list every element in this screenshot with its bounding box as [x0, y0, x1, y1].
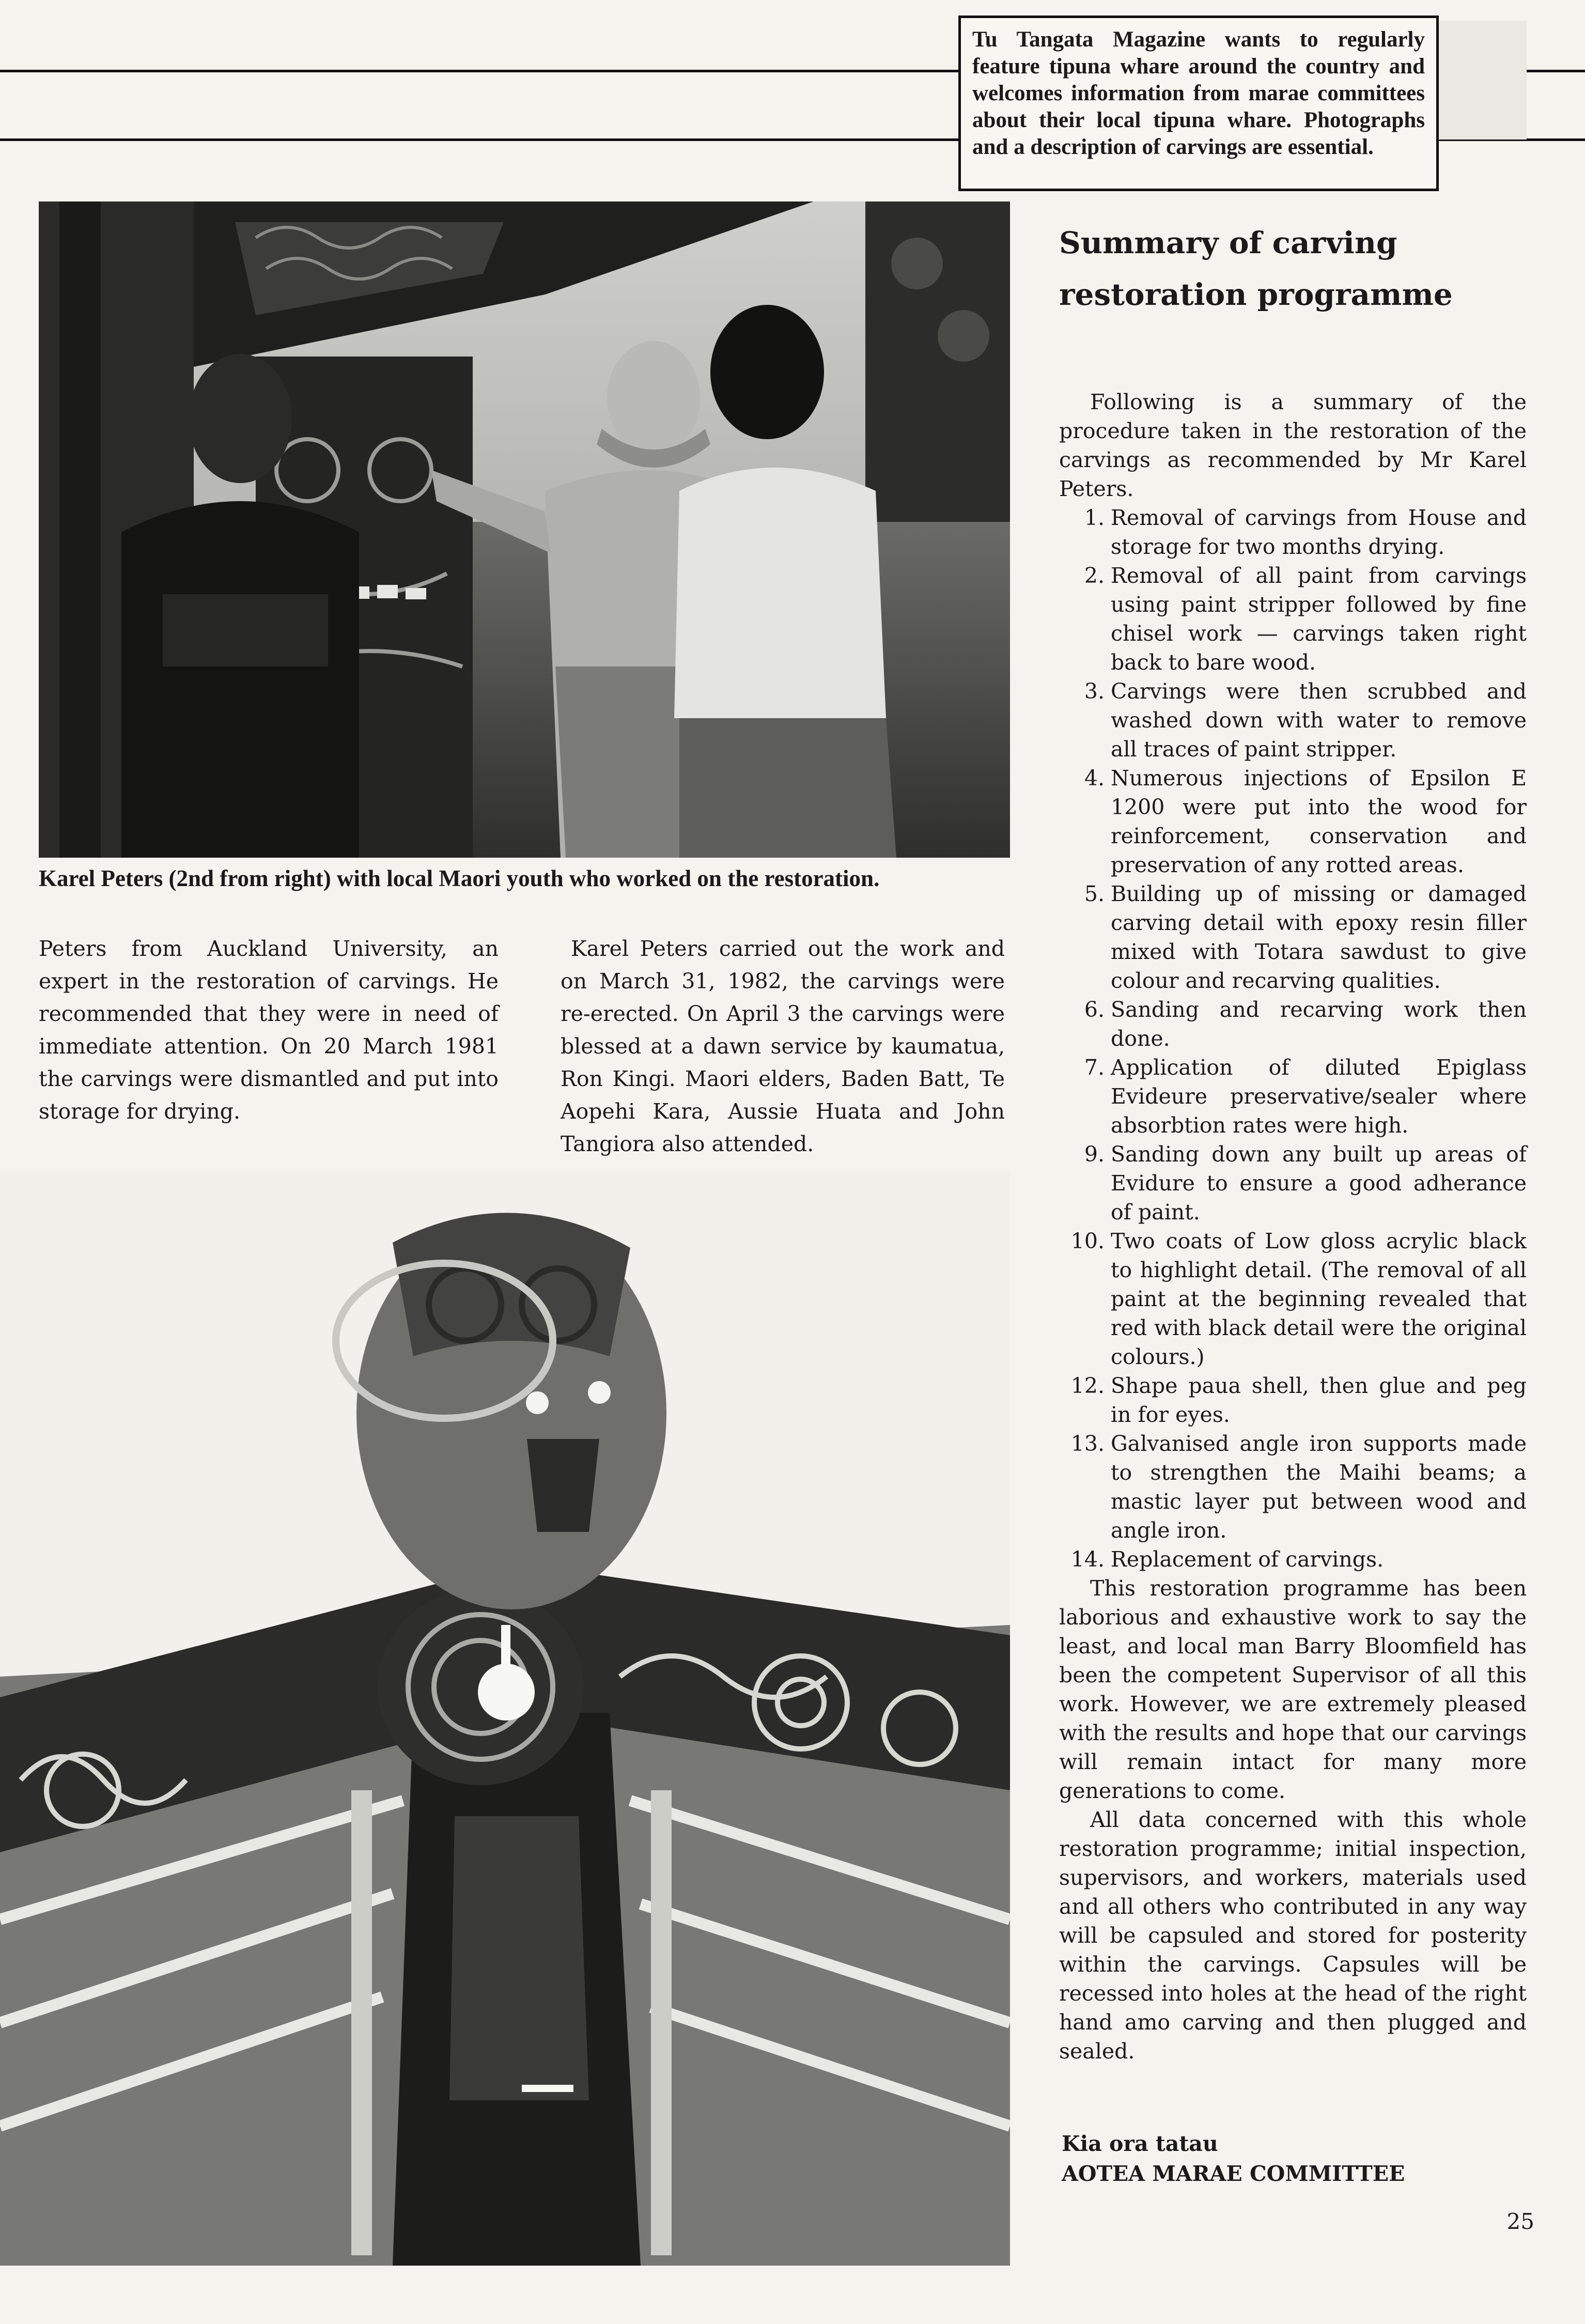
step-text: Replacement of carvings.: [1111, 1547, 1384, 1572]
step-text: Galvanised angle iron supports made to strengthen the Maihi beams; a mastic layer put between wood and angle iron.: [1111, 1431, 1527, 1543]
step-text: Removal of carvings from House and storage for two months drying.: [1111, 505, 1527, 559]
step-number: 2.: [1084, 563, 1105, 588]
summary-intro: Following is a summary of the procedure taken in the restoration of the carvings as recommended by Mr Karel Peters.: [1059, 390, 1527, 501]
step-item: [1059, 1371, 1527, 1429]
summary-heading: Summary of carving restoration programme: [1059, 225, 1453, 312]
notice-text: Tu Tangata Magazine wants to regularly feature tipuna whare around the country and welcomes information from marae committees about their local tipuna whare. Photographs and a description of carvings are essential.: [972, 27, 1425, 159]
step-item: [1059, 764, 1527, 879]
summary-column: [1059, 388, 1527, 2066]
left-column-paragraph: Peters from Auckland University, an expert in the restoration of carvings. He recommended that they were in need of immediate attention. On 20 March 1981 the carvings were dismantled and put into storage for drying.: [39, 936, 499, 1124]
step-item: [1059, 1545, 1527, 1574]
carving-detail-photo-graphic: [0, 1170, 1010, 2266]
restoration-team-photo-graphic: [39, 202, 1010, 858]
step-number: 6.: [1084, 997, 1105, 1022]
step-number: 7.: [1084, 1055, 1105, 1080]
step-item: [1059, 879, 1527, 995]
step-number: 9.: [1084, 1142, 1105, 1167]
summary-closing-paragraph-1: This restoration programme has been laborious and exhaustive work to say the least, and local man Barry Bloomfield has been the competent Supervisor of all this work. However, we are extremely pleased with the results and hope that our carvings will remain intact for many more generations to come.: [1059, 1576, 1527, 1803]
step-number: 10.: [1070, 1229, 1105, 1253]
step-text: Building up of missing or damaged carving detail with epoxy resin filler mixed with Totara sawdust to give colour and recarving qualities.: [1111, 881, 1527, 993]
summary-closing-paragraph-2: All data concerned with this whole restoration programme; initial inspection, supervisors, and workers, materials used and all others who contributed in any way will be capsuled and stored for posterity within the carvings. Capsules will be recessed into holes at the head of the right hand amo carving and then plugged and sealed.: [1059, 1807, 1527, 2064]
step-number: 1.: [1084, 505, 1105, 530]
step-text: Application of diluted Epiglass Evideure preservative/sealer where absorbtion rates were high.: [1111, 1055, 1527, 1138]
restoration-steps-list: [1059, 503, 1527, 1574]
page-number: 25: [1506, 2209, 1534, 2234]
step-number: 12.: [1070, 1373, 1105, 1398]
photo-caption: Karel Peters (2nd from right) with local Maori youth who worked on the restoration.: [39, 865, 880, 891]
step-item: [1059, 1053, 1527, 1140]
signoff: [1062, 2129, 1516, 2189]
step-text: Sanding and recarving work then done.: [1111, 997, 1527, 1051]
step-text: Carvings were then scrubbed and washed down with water to remove all traces of paint stripper.: [1111, 679, 1527, 762]
step-number: 5.: [1084, 881, 1105, 906]
middle-text-column: [561, 933, 1005, 1160]
step-text: Numerous injections of Epsilon E 1200 were put into the wood for reinforcement, conservation and preservation of any rotted areas.: [1111, 766, 1527, 877]
step-item: [1059, 677, 1527, 764]
step-item: [1059, 1227, 1527, 1371]
signoff-greeting: Kia ora tatau: [1062, 2131, 1218, 2156]
step-item: [1059, 561, 1527, 677]
step-text: Shape paua shell, then glue and peg in for eyes.: [1111, 1373, 1527, 1427]
step-item: [1059, 1140, 1527, 1227]
step-text: Two coats of Low gloss acrylic black to highlight detail. (The removal of all paint at the beginning revealed that red with black detail were the original colours.): [1111, 1229, 1527, 1369]
step-number: 3.: [1084, 679, 1105, 704]
step-number: 14.: [1070, 1547, 1105, 1572]
step-item: [1059, 995, 1527, 1053]
step-item: [1059, 1429, 1527, 1545]
feature-notice-box: [958, 16, 1439, 191]
step-number: 4.: [1084, 766, 1105, 791]
notice-tab-shade: [1439, 21, 1527, 140]
step-text: Sanding down any built up areas of Evidure to ensure a good adherance of paint.: [1111, 1142, 1527, 1225]
step-number: 13.: [1070, 1431, 1105, 1456]
left-text-column: [39, 933, 499, 1128]
step-text: Removal of all paint from carvings using paint stripper followed by fine chisel work — carvings taken right back to bare wood.: [1111, 563, 1527, 675]
step-item: [1059, 503, 1527, 561]
restoration-team-photo: [39, 202, 1010, 858]
carving-detail-photo: [0, 1170, 1010, 2266]
signoff-committee: AOTEA MARAE COMMITTEE: [1062, 2161, 1405, 2186]
middle-column-paragraph: Karel Peters carried out the work and on March 31, 1982, the carvings were re-erected. On April 3 the carvings were blessed at a dawn service by kaumatua, Ron Kingi. Maori elders, Baden Batt, Te Aopehi Kara, Aussie Huata and John Tangiora also attended.: [561, 936, 1005, 1156]
